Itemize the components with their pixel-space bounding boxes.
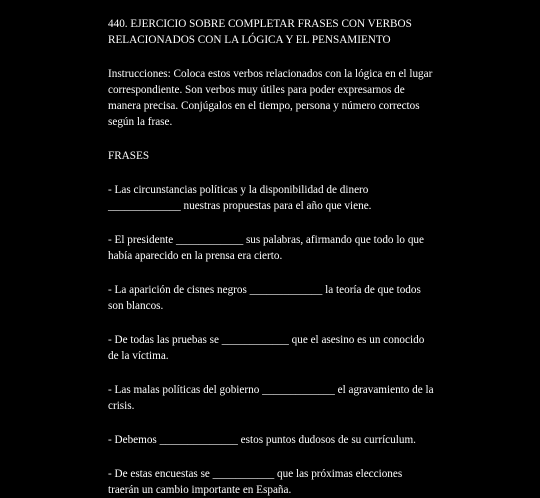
sentence-4: - De todas las pruebas se ____________ que el asesino es un conocido de la víctima. bbox=[108, 334, 425, 362]
sentence-5: - Las malas políticas del gobierno _____________ el agravamiento de la crisis. bbox=[108, 384, 434, 412]
sentence-6: - Debemos ______________ estos puntos dudosos de su currículum. bbox=[108, 434, 416, 446]
sentence-2: - El presidente ____________ sus palabras, afirmando que todo lo que había aparecido en la prensa era cierto. bbox=[108, 234, 424, 262]
sentence-7: - De estas encuestas se ___________ que las próximas elecciones traerán un cambio importante en España. bbox=[108, 468, 403, 496]
sentence-1: - Las circunstancias políticas y la disponibilidad de dinero _____________ nuestras propuestas para el año que viene. bbox=[108, 184, 372, 212]
document-title: 440. EJERCICIO SOBRE COMPLETAR FRASES CON VERBOS RELACIONADOS CON LA LÓGICA Y EL PENSAMIENTO bbox=[108, 18, 412, 46]
sentence-3: - La aparición de cisnes negros _____________ la teoría de que todos son blancos. bbox=[108, 284, 421, 312]
instructions-text: Instrucciones: Coloca estos verbos relacionados con la lógica en el lugar correspondiente. Son verbos muy útiles para poder expresarnos de manera precisa. Conjúgalos en el tiempo, persona y número correctos según la frase. bbox=[108, 68, 433, 128]
section-label: FRASES bbox=[108, 150, 150, 162]
